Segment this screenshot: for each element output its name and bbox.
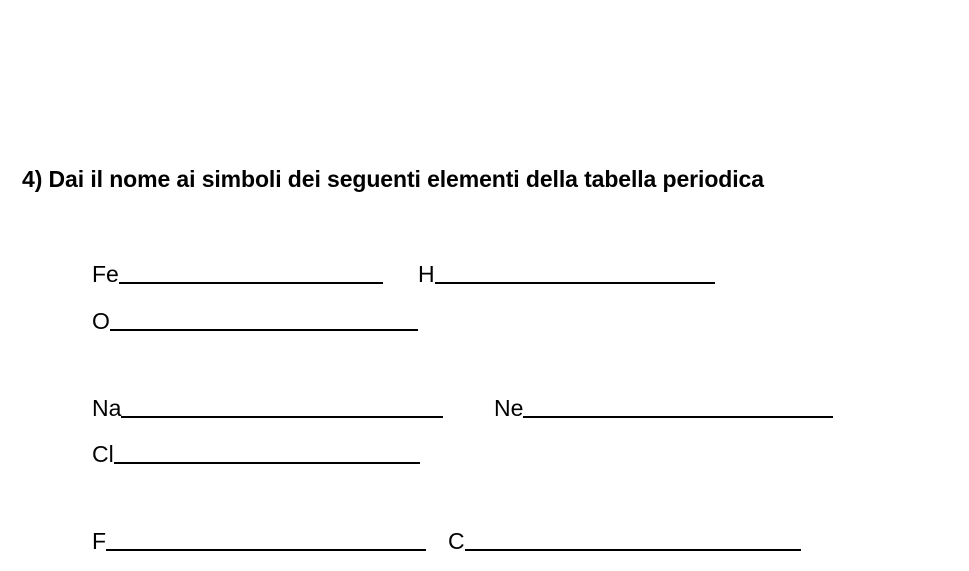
element-entry-ne [494, 391, 833, 421]
answer-blank[interactable] [119, 282, 383, 284]
element-symbol: H [418, 261, 435, 287]
question-title: 4) Dai il nome ai simboli dei seguenti elementi della tabella periodica [22, 166, 764, 192]
element-entry-na [92, 391, 443, 421]
answer-blank[interactable] [121, 416, 443, 418]
answer-blank[interactable] [435, 282, 715, 284]
element-symbol: Ne [494, 395, 524, 421]
element-entry-cl [92, 437, 420, 467]
element-symbol: Cl [92, 441, 114, 467]
element-symbol: F [92, 528, 107, 554]
element-symbol: O [92, 308, 110, 334]
answer-blank[interactable] [465, 549, 801, 551]
answer-blank[interactable] [106, 549, 426, 551]
element-entry-c [448, 524, 801, 554]
answer-blank[interactable] [523, 416, 833, 418]
element-entry-f [92, 524, 426, 554]
element-entry-fe [92, 257, 383, 287]
element-entry-h [418, 257, 715, 287]
element-entry-o [92, 304, 418, 334]
element-symbol: C [448, 528, 465, 554]
answer-blank[interactable] [114, 462, 420, 464]
element-symbol: Na [92, 395, 122, 421]
answer-blank[interactable] [110, 329, 418, 331]
element-symbol: Fe [92, 261, 119, 287]
